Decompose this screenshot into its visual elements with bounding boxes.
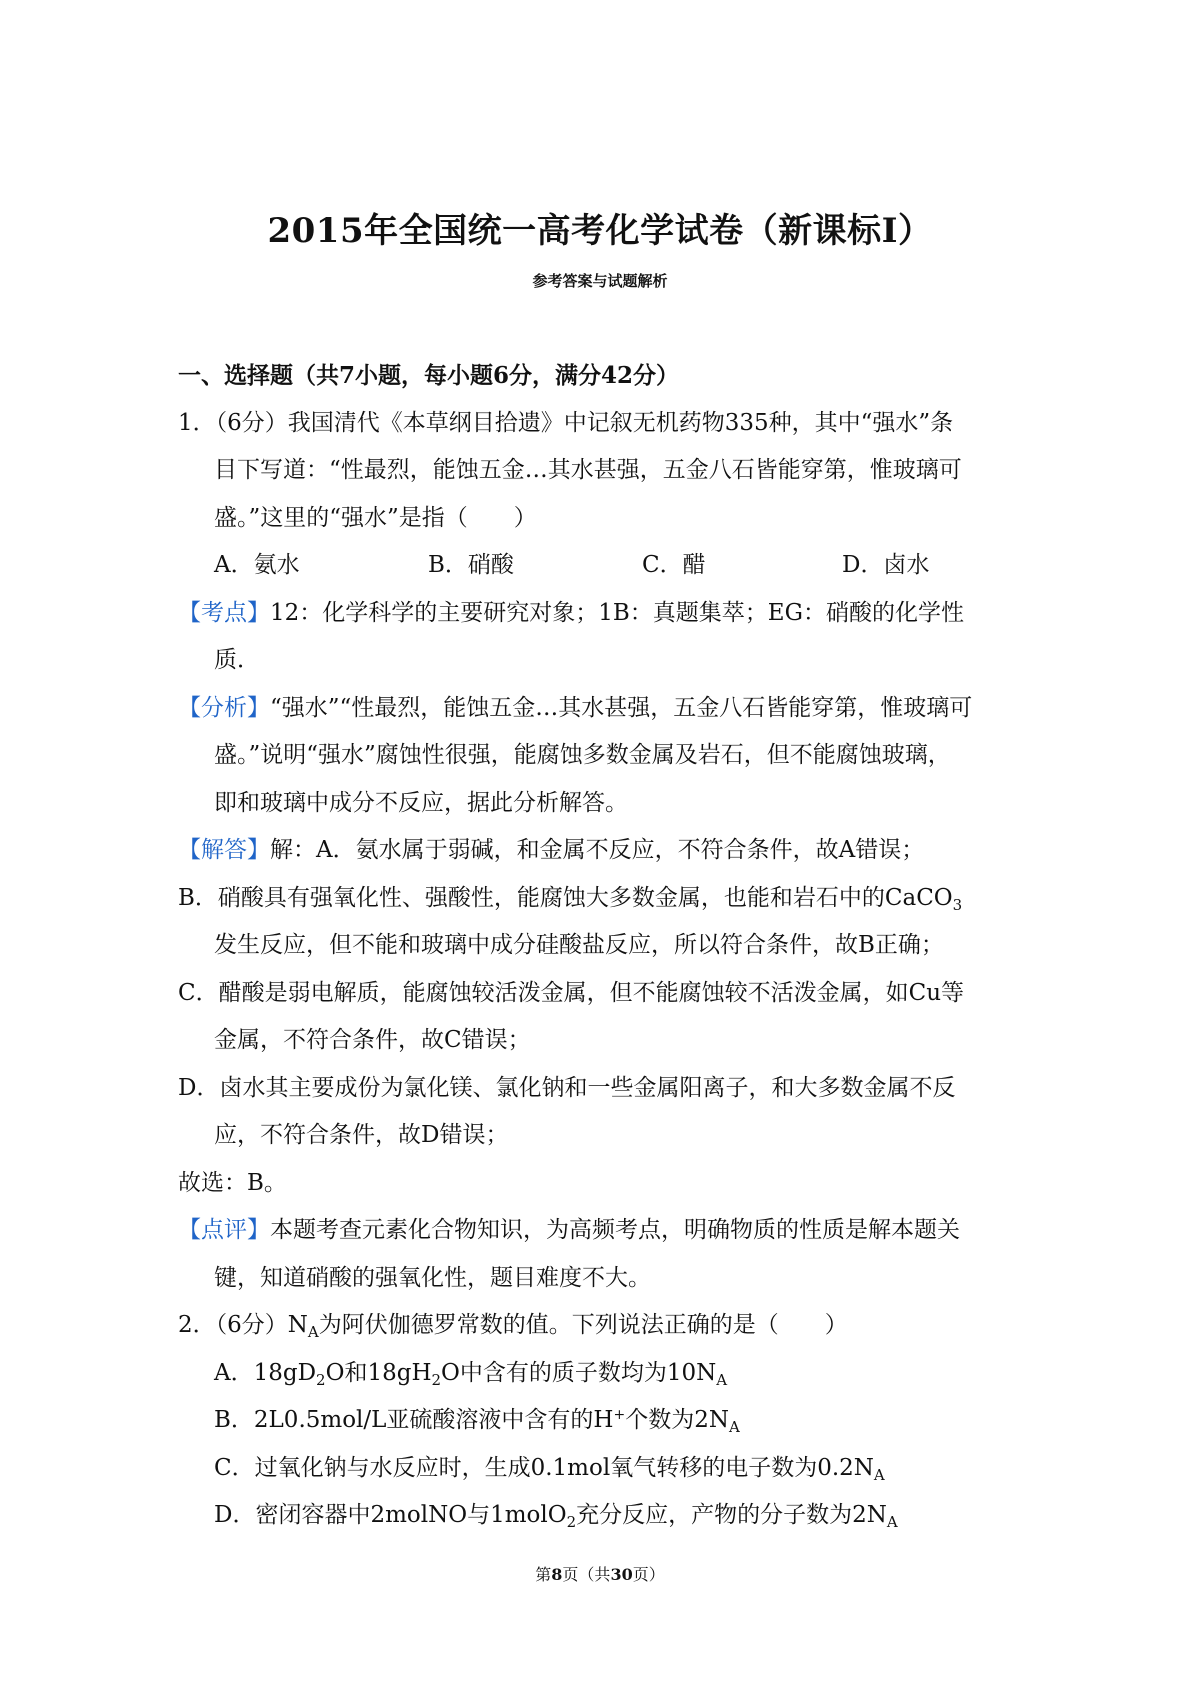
fenxi-text: “强水”“性最烈，能蚀五金…其水甚强，五金八石皆能穿第，惟玻璃可 <box>270 694 973 721</box>
q1-fenxi-line-1 <box>178 685 1028 733</box>
subscript: A <box>716 1370 728 1389</box>
q1-option-b: B．硝酸 <box>428 552 514 578</box>
text: C．过氧化钠与水反应时，生成0.1mol氧气转移的电子数为0.2N <box>214 1454 874 1481</box>
dianping-text: 本题考查元素化合物知识，为高频考点，明确物质的性质是解本题关 <box>270 1217 960 1243</box>
page-total: 30 <box>610 1565 633 1584</box>
subscript: A <box>886 1513 898 1531</box>
fenxi-tag: 【分析】 <box>178 694 270 721</box>
subscript: A <box>873 1465 885 1484</box>
dianping-tag: 【点评】 <box>178 1217 270 1243</box>
q1-option-a: A．氨水 <box>214 552 300 578</box>
q2-stem-post: 为阿伏伽德罗常数的值。下列说法正确的是（ ） <box>318 1312 848 1338</box>
text: D．密闭容器中2molNO与1molO <box>214 1502 567 1528</box>
subscript: 2 <box>566 1513 577 1531</box>
text: A．18gD <box>214 1359 317 1386</box>
q1-jieda-b-line-1 <box>178 875 1028 923</box>
section-heading: 一、选择题（共7小题，每小题6分，满分42分） <box>178 362 680 389</box>
q2-option-c <box>178 1445 1028 1493</box>
kaodian-tag: 【考点】 <box>178 599 270 626</box>
q1-stem-line-1: 1．（6分）我国清代《本草纲目拾遗》中记叙无机药物335种，其中“强水”条 <box>178 409 954 436</box>
q1-jieda-c-line-1: C．醋酸是弱电解质，能腐蚀较活泼金属，但不能腐蚀较不活泼金属，如Cu等 <box>178 979 965 1006</box>
q1-jieda-c-line-2: 金属，不符合条件，故C错误； <box>214 1027 531 1053</box>
q1-dianping-line-2: 键，知道硝酸的强氧化性，题目难度不大。 <box>214 1264 651 1291</box>
q1-stem-line-2: 目下写道：“性最烈，能蚀五金…其水甚强，五金八石皆能穿第，惟玻璃可 <box>214 457 962 483</box>
document-body <box>178 352 1028 1540</box>
q1-kaodian-line-2: 质． <box>214 647 260 673</box>
page-footer <box>0 1562 1200 1585</box>
jieda-b-text: B．硝酸具有强氧化性、强酸性，能腐蚀大多数金属，也能和岩石中的CaCO <box>178 884 953 911</box>
q1-options <box>178 542 1028 590</box>
footer-text: 第 <box>535 1565 552 1584</box>
jieda-text: 解：A．氨水属于弱碱，和金属不反应，不符合条件，故A错误； <box>270 837 925 863</box>
jieda-tag: 【解答】 <box>178 837 270 863</box>
q1-stem-line-3: 盛。”这里的“强水”是指（ ） <box>214 504 537 531</box>
superscript: + <box>613 1407 626 1423</box>
q1-jieda-b-line-2: 发生反应，但不能和玻璃中成分硅酸盐反应，所以符合条件，故B正确； <box>214 932 944 958</box>
q1-option-c: C．醋 <box>642 552 706 578</box>
q1-fenxi-line-2: 盛。”说明“强水”腐蚀性很强，能腐蚀多数金属及岩石，但不能腐蚀玻璃， <box>214 742 951 768</box>
text: O和18gH <box>325 1359 432 1386</box>
q2-stem-pre: 2．（6分）N <box>178 1312 308 1338</box>
page-number: 8 <box>551 1565 563 1584</box>
text: 充分反应，产物的分子数为2N <box>576 1502 887 1528</box>
subscript: 2 <box>431 1370 442 1389</box>
q1-option-d: D．卤水 <box>842 552 930 578</box>
q1-fenxi-line-3: 即和玻璃中成分不反应，据此分析解答。 <box>214 789 628 816</box>
q1-dianping-line-1 <box>178 1207 1028 1255</box>
text: O中含有的质子数均为10N <box>441 1359 717 1386</box>
q1-jieda-d-line-2: 应，不符合条件，故D错误； <box>214 1122 509 1148</box>
text: B．2L0.5mol/L亚硫酸溶液中含有的H <box>214 1407 614 1433</box>
text: 个数为2N <box>625 1407 729 1433</box>
q1-kaodian-line-1 <box>178 590 1028 638</box>
q1-jieda-d-line-1: D．卤水其主要成份为氯化镁、氯化钠和一些金属阳离子，和大多数金属不反 <box>178 1074 956 1101</box>
subscript: 2 <box>316 1370 326 1389</box>
subscript: A <box>307 1323 319 1341</box>
q2-option-d <box>178 1492 1028 1540</box>
page-subtitle: 参考答案与试题解析 <box>532 272 668 290</box>
footer-text: 页） <box>632 1565 665 1584</box>
page-title: 2015年全国统一高考化学试卷（新课标I） <box>267 211 933 251</box>
q1-answer: 故选：B。 <box>178 1169 287 1196</box>
footer-text: 页（共 <box>562 1565 611 1584</box>
q2-option-b <box>178 1397 1028 1445</box>
subscript: A <box>728 1418 740 1436</box>
q2-option-a <box>178 1350 1028 1398</box>
subscript: 3 <box>952 895 963 914</box>
q2-stem <box>178 1302 1028 1350</box>
q1-jieda-line-1 <box>178 827 1028 875</box>
kaodian-text: 12：化学科学的主要研究对象；1B：真题集萃；EG：硝酸的化学性 <box>270 599 964 626</box>
